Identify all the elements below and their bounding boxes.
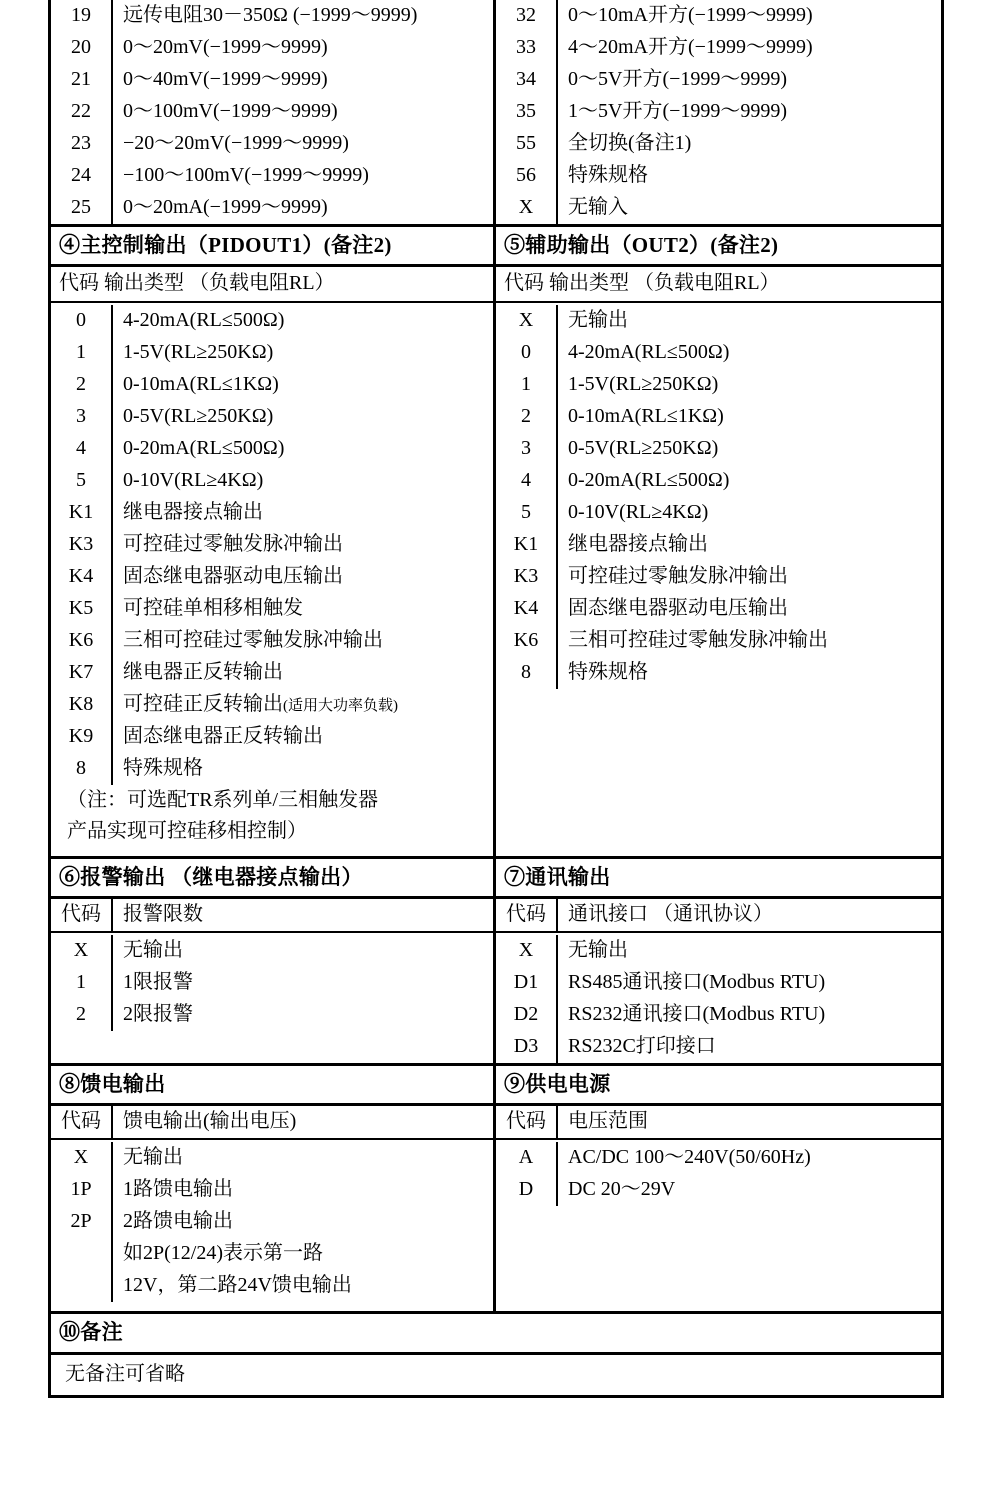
section-6-7-subheaders bbox=[51, 896, 941, 931]
row-code: K5 bbox=[51, 593, 113, 625]
section-6-7-headers bbox=[51, 856, 941, 896]
section-4-header-cell bbox=[51, 227, 496, 264]
section-7-header: ⑦通讯输出 bbox=[504, 865, 611, 890]
row-desc: 1限报警 bbox=[123, 971, 193, 994]
row-desc: 无输出 bbox=[123, 939, 183, 962]
table-row bbox=[51, 657, 493, 689]
section-9-header: ⑨供电电源 bbox=[504, 1072, 611, 1097]
section-6-7-body bbox=[51, 931, 941, 1063]
table-row bbox=[51, 689, 493, 721]
row-desc: 无输出 bbox=[568, 309, 628, 332]
row-code: 5 bbox=[496, 497, 558, 529]
table-row bbox=[496, 935, 941, 967]
row-desc bbox=[113, 689, 493, 721]
subheader-row bbox=[51, 1106, 493, 1138]
table-row bbox=[496, 305, 941, 337]
table-row bbox=[496, 657, 941, 689]
section-4-5-subheaders bbox=[51, 264, 941, 301]
row-desc: 继电器正反转输出 bbox=[123, 661, 283, 684]
row-code: K4 bbox=[51, 561, 113, 593]
section-4-subheader: 代码 输出类型 （负载电阻RL） bbox=[59, 272, 335, 295]
row-code: X bbox=[496, 935, 558, 967]
section-10-header: ⑩备注 bbox=[59, 1320, 123, 1345]
row-code: 1 bbox=[51, 967, 113, 999]
row-desc: 固态继电器正反转输出 bbox=[123, 725, 323, 748]
row-code: 8 bbox=[51, 753, 113, 785]
table-row bbox=[51, 967, 493, 999]
row-desc: 无输出 bbox=[123, 1146, 183, 1169]
row-code: A bbox=[496, 1142, 558, 1174]
section-7-subheader-cell bbox=[496, 899, 941, 931]
table-row bbox=[51, 32, 493, 64]
row-code: 19 bbox=[51, 0, 113, 32]
row-desc: 0～20mA(−1999～9999) bbox=[123, 196, 328, 218]
row-code: K4 bbox=[496, 593, 558, 625]
section-6-subheader-code: 代码 bbox=[51, 899, 113, 931]
table-row bbox=[51, 1142, 493, 1174]
row-desc: 继电器接点输出 bbox=[568, 533, 708, 556]
section-10-body-row bbox=[51, 1352, 941, 1395]
input-code-column-right bbox=[496, 0, 941, 224]
table-row bbox=[51, 401, 493, 433]
row-desc: RS485通讯接口(Modbus RTU) bbox=[568, 971, 826, 994]
table-row bbox=[496, 529, 941, 561]
row-desc: 0-10V(RL≥4KΩ) bbox=[123, 469, 264, 492]
table-row bbox=[496, 64, 941, 96]
row-code: 35 bbox=[496, 96, 558, 128]
table-row bbox=[496, 192, 941, 224]
row-desc: 0-5V(RL≥250KΩ) bbox=[123, 405, 274, 428]
row-code-empty bbox=[51, 1238, 113, 1270]
row-desc: 特殊规格 bbox=[568, 661, 648, 684]
row-desc: RS232C打印接口 bbox=[568, 1035, 716, 1058]
table-row bbox=[496, 561, 941, 593]
row-code: X bbox=[496, 305, 558, 337]
table-row bbox=[51, 753, 493, 785]
row-desc: 可控硅过零触发脉冲输出 bbox=[568, 565, 788, 588]
section-4-subheader-cell bbox=[51, 267, 496, 301]
row-code: K6 bbox=[51, 625, 113, 657]
row-desc: −20～20mV(−1999～9999) bbox=[123, 132, 349, 154]
section-9-header-cell bbox=[496, 1066, 941, 1103]
row-desc: 无输入 bbox=[568, 196, 628, 218]
row-code: 2P bbox=[51, 1206, 113, 1238]
table-row bbox=[51, 529, 493, 561]
subheader-row bbox=[496, 899, 941, 931]
table-row bbox=[51, 1174, 493, 1206]
row-code: 8 bbox=[496, 657, 558, 689]
row-desc-text: 可控硅正反转输出 bbox=[123, 693, 283, 716]
row-desc: 可控硅单相移相触发 bbox=[123, 597, 303, 620]
section-9-subheader-cell bbox=[496, 1106, 941, 1138]
row-desc-suffix: (适用大功率负载) bbox=[283, 698, 398, 715]
row-code: 25 bbox=[51, 192, 113, 224]
table-row bbox=[51, 128, 493, 160]
section-10-body: 无备注可省略 bbox=[65, 1362, 185, 1385]
table-row bbox=[496, 1142, 941, 1174]
section-7-subheader-code: 代码 bbox=[496, 899, 558, 931]
row-desc: 0-20mA(RL≤500Ω) bbox=[123, 437, 285, 460]
row-code: 4 bbox=[51, 433, 113, 465]
table-row bbox=[496, 1174, 941, 1206]
row-desc: 固态继电器驱动电压输出 bbox=[123, 565, 343, 588]
row-code: 5 bbox=[51, 465, 113, 497]
table-bottom-border bbox=[51, 1395, 941, 1398]
section-8-subheader-code: 代码 bbox=[51, 1106, 113, 1138]
input-code-column-left bbox=[51, 0, 496, 224]
section-4-note-line-1: （注：可选配TR系列单/三相触发器 bbox=[67, 789, 379, 812]
row-desc: 2限报警 bbox=[123, 1003, 193, 1026]
row-code: K3 bbox=[496, 561, 558, 593]
row-code: 1 bbox=[496, 369, 558, 401]
row-desc: 4-20mA(RL≤500Ω) bbox=[123, 309, 285, 332]
row-desc: 三相可控硅过零触发脉冲输出 bbox=[568, 629, 828, 652]
section-4-note-line-2: 产品实现可控硅移相控制） bbox=[67, 820, 307, 843]
table-row bbox=[496, 625, 941, 657]
subheader-row bbox=[496, 1106, 941, 1138]
section-6-subheader-desc: 报警限数 bbox=[123, 903, 203, 926]
table-row bbox=[51, 0, 493, 32]
section-5-subheader: 代码 输出类型 （负载电阻RL） bbox=[504, 272, 780, 295]
row-code: D3 bbox=[496, 1031, 558, 1063]
table-row bbox=[51, 625, 493, 657]
table-row bbox=[51, 465, 493, 497]
row-desc: 0-10V(RL≥4KΩ) bbox=[568, 501, 709, 524]
table-row bbox=[51, 999, 493, 1031]
section-4-5-headers bbox=[51, 224, 941, 264]
section-8-9-body bbox=[51, 1138, 941, 1311]
section-6-subheader-cell bbox=[51, 899, 496, 931]
section-8-9-subheaders bbox=[51, 1103, 941, 1138]
table-row bbox=[496, 96, 941, 128]
section-7-rows bbox=[496, 933, 941, 1063]
section-8-note-line-2: 12V，第二路24V馈电输出 bbox=[123, 1274, 352, 1297]
row-desc: 0-10mA(RL≤1KΩ) bbox=[123, 373, 279, 396]
section-9-subheader-desc: 电压范围 bbox=[568, 1110, 648, 1133]
row-desc: 特殊规格 bbox=[123, 757, 203, 780]
table-row bbox=[51, 593, 493, 625]
row-desc: 0～40mV(−1999～9999) bbox=[123, 68, 328, 90]
table-row bbox=[496, 593, 941, 625]
input-code-table bbox=[51, 0, 941, 224]
row-code: X bbox=[496, 192, 558, 224]
section-4-5-body bbox=[51, 301, 941, 856]
table-row bbox=[496, 0, 941, 32]
row-desc: RS232通讯接口(Modbus RTU) bbox=[568, 1003, 826, 1026]
section-5-header: ⑤辅助输出（OUT2）(备注2) bbox=[504, 233, 779, 257]
section-4-header: ④主控制输出（PIDOUT1）(备注2) bbox=[59, 233, 392, 257]
section-10-header-row bbox=[51, 1311, 941, 1351]
table-row bbox=[496, 401, 941, 433]
row-code: 2 bbox=[496, 401, 558, 433]
section-8-note-line-1: 如2P(12/24)表示第一路 bbox=[123, 1242, 323, 1265]
row-desc: 无输出 bbox=[568, 939, 628, 962]
row-code: 23 bbox=[51, 128, 113, 160]
row-desc: 0～10mA开方(−1999～9999) bbox=[568, 4, 813, 26]
row-code: 2 bbox=[51, 999, 113, 1031]
section-8-subheader-desc: 馈电输出(输出电压) bbox=[123, 1110, 297, 1133]
section-7-subheader-desc: 通讯接口 （通讯协议） bbox=[568, 903, 773, 926]
section-6-header: ⑥报警输出 （继电器接点输出） bbox=[59, 865, 363, 890]
spec-table bbox=[48, 0, 944, 1398]
table-row bbox=[496, 999, 941, 1031]
section-9-subheader-code: 代码 bbox=[496, 1106, 558, 1138]
row-desc: 固态继电器驱动电压输出 bbox=[568, 597, 788, 620]
section-9-rows bbox=[496, 1140, 941, 1311]
row-desc: 全切换(备注1) bbox=[568, 132, 692, 154]
section-8-header-cell bbox=[51, 1066, 496, 1103]
row-code: K3 bbox=[51, 529, 113, 561]
row-desc: 0～5V开方(−1999～9999) bbox=[568, 68, 788, 90]
table-row bbox=[51, 1238, 493, 1270]
table-row bbox=[496, 32, 941, 64]
table-row bbox=[51, 935, 493, 967]
section-8-rows bbox=[51, 1140, 496, 1311]
table-row bbox=[51, 160, 493, 192]
table-row bbox=[496, 337, 941, 369]
section-4-rows bbox=[51, 303, 496, 856]
table-row bbox=[496, 433, 941, 465]
section-5-rows bbox=[496, 303, 941, 856]
section-8-header: ⑧馈电输出 bbox=[59, 1072, 166, 1097]
table-row bbox=[496, 369, 941, 401]
table-row bbox=[51, 337, 493, 369]
section-6-header-cell bbox=[51, 859, 496, 896]
row-code: D bbox=[496, 1174, 558, 1206]
row-code: K8 bbox=[51, 689, 113, 721]
spacer bbox=[51, 1302, 493, 1311]
row-desc: 0～100mV(−1999～9999) bbox=[123, 100, 338, 122]
row-code: 3 bbox=[51, 401, 113, 433]
row-code: 1 bbox=[51, 337, 113, 369]
row-desc: 0～20mV(−1999～9999) bbox=[123, 36, 328, 58]
row-desc: AC/DC 100～240V(50/60Hz) bbox=[568, 1146, 811, 1169]
row-code: 1P bbox=[51, 1174, 113, 1206]
table-row bbox=[51, 561, 493, 593]
row-desc: 1～5V开方(−1999～9999) bbox=[568, 100, 788, 122]
subheader-row bbox=[51, 899, 493, 931]
row-code: K7 bbox=[51, 657, 113, 689]
row-code: 22 bbox=[51, 96, 113, 128]
section-5-header-cell bbox=[496, 227, 941, 264]
row-code: X bbox=[51, 1142, 113, 1174]
section-6-rows bbox=[51, 933, 496, 1063]
row-desc: 1-5V(RL≥250KΩ) bbox=[123, 341, 274, 364]
row-code: X bbox=[51, 935, 113, 967]
table-row bbox=[496, 128, 941, 160]
row-code: 0 bbox=[51, 305, 113, 337]
table-row bbox=[496, 160, 941, 192]
row-code: 3 bbox=[496, 433, 558, 465]
table-row bbox=[51, 1206, 493, 1238]
row-code: 0 bbox=[496, 337, 558, 369]
row-desc: 1路馈电输出 bbox=[123, 1178, 233, 1201]
row-code: 56 bbox=[496, 160, 558, 192]
section-5-subheader-cell bbox=[496, 267, 941, 301]
table-row bbox=[51, 192, 493, 224]
row-desc: DC 20～29V bbox=[568, 1178, 676, 1201]
row-code: 33 bbox=[496, 32, 558, 64]
table-row bbox=[496, 1031, 941, 1063]
row-code: 2 bbox=[51, 369, 113, 401]
row-code: 34 bbox=[496, 64, 558, 96]
row-desc: 4-20mA(RL≤500Ω) bbox=[568, 341, 730, 364]
row-code: K9 bbox=[51, 721, 113, 753]
row-code: D2 bbox=[496, 999, 558, 1031]
row-code: 55 bbox=[496, 128, 558, 160]
row-code-empty bbox=[51, 1270, 113, 1302]
table-row bbox=[496, 465, 941, 497]
row-code: 20 bbox=[51, 32, 113, 64]
table-row bbox=[51, 64, 493, 96]
table-row bbox=[51, 305, 493, 337]
row-desc: 2路馈电输出 bbox=[123, 1210, 233, 1233]
row-desc: 0-20mA(RL≤500Ω) bbox=[568, 469, 730, 492]
row-code: 32 bbox=[496, 0, 558, 32]
spacer bbox=[51, 847, 493, 856]
table-row bbox=[496, 497, 941, 529]
spacer bbox=[51, 1031, 493, 1040]
table-row bbox=[51, 433, 493, 465]
row-desc: 可控硅过零触发脉冲输出 bbox=[123, 533, 343, 556]
row-desc: 远传电阻30－350Ω (−1999～9999) bbox=[123, 4, 418, 26]
row-desc: 特殊规格 bbox=[568, 164, 648, 186]
row-code: 21 bbox=[51, 64, 113, 96]
row-code: K1 bbox=[496, 529, 558, 561]
table-row bbox=[51, 497, 493, 529]
row-code: 24 bbox=[51, 160, 113, 192]
table-row bbox=[51, 369, 493, 401]
row-desc: 1-5V(RL≥250KΩ) bbox=[568, 373, 719, 396]
row-desc: 三相可控硅过零触发脉冲输出 bbox=[123, 629, 383, 652]
row-desc: 0-10mA(RL≤1KΩ) bbox=[568, 405, 724, 428]
row-desc: 0-5V(RL≥250KΩ) bbox=[568, 437, 719, 460]
row-code: K6 bbox=[496, 625, 558, 657]
row-code: D1 bbox=[496, 967, 558, 999]
row-desc: −100～100mV(−1999～9999) bbox=[123, 164, 369, 186]
row-desc: 继电器接点输出 bbox=[123, 501, 263, 524]
section-7-header-cell bbox=[496, 859, 941, 896]
table-row bbox=[496, 967, 941, 999]
table-row bbox=[51, 1270, 493, 1302]
section-8-9-headers bbox=[51, 1063, 941, 1103]
row-code: 4 bbox=[496, 465, 558, 497]
row-desc: 4～20mA开方(−1999～9999) bbox=[568, 36, 813, 58]
table-row bbox=[51, 96, 493, 128]
row-code: K1 bbox=[51, 497, 113, 529]
section-8-subheader-cell bbox=[51, 1106, 496, 1138]
table-row bbox=[51, 721, 493, 753]
